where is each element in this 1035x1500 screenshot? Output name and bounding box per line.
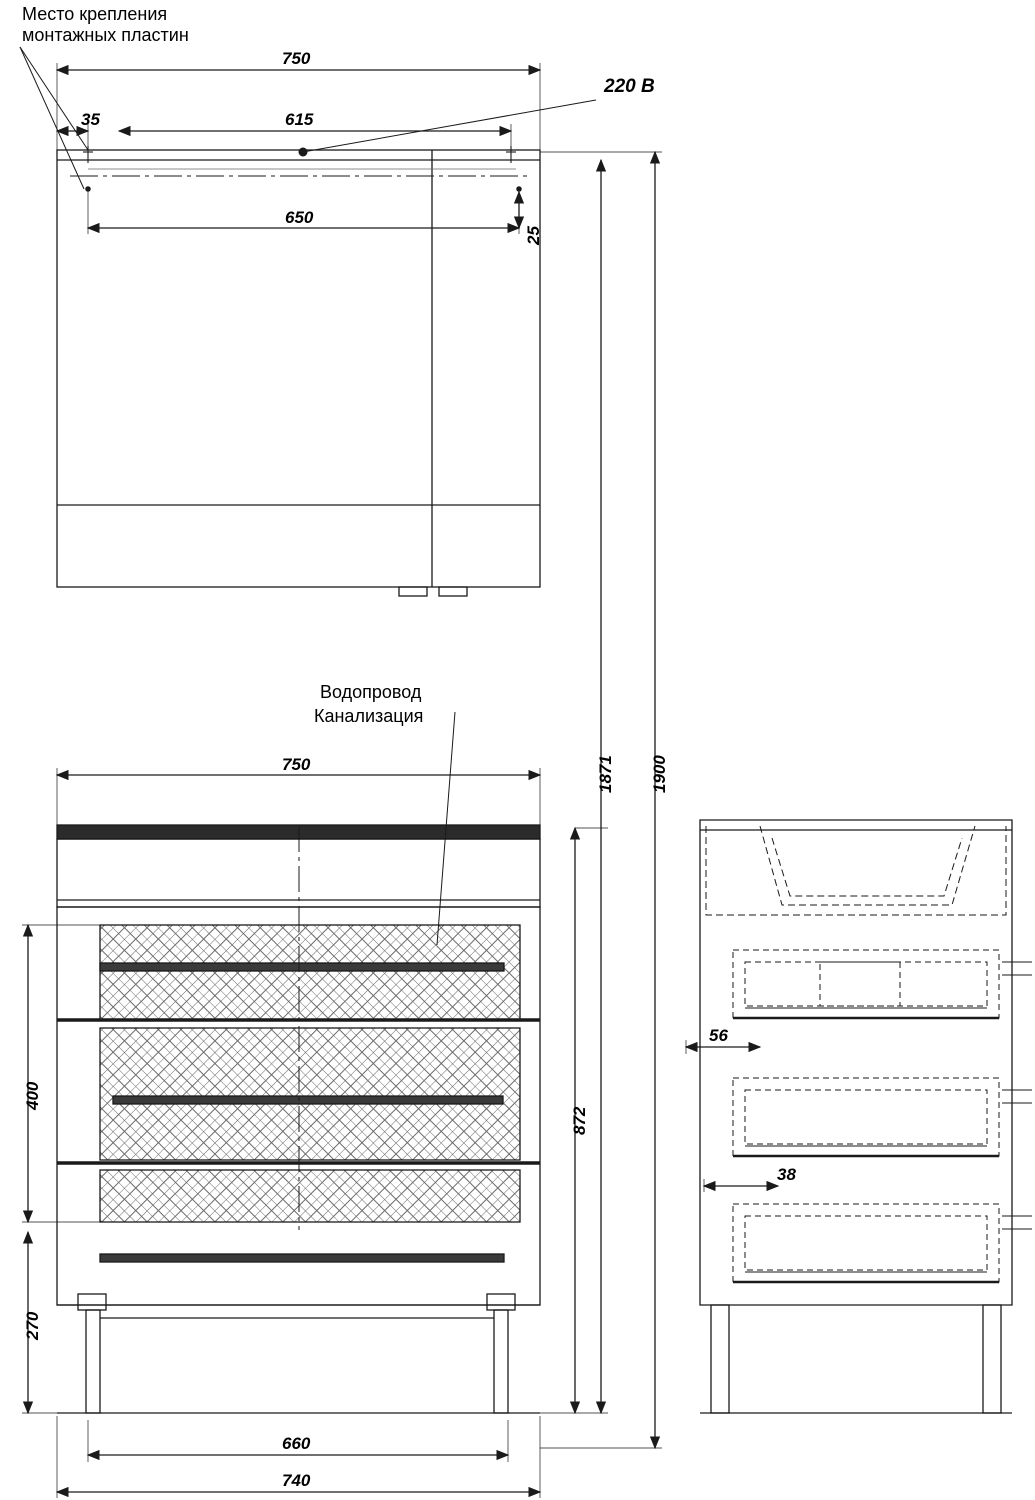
dim-side-depth-upper: 56 (709, 1026, 728, 1045)
dim-base-inner: 660 (282, 1434, 311, 1453)
dim-front-height-drawers: 400 (23, 1081, 42, 1110)
dim-top-small: 25 (524, 226, 543, 245)
dim-front-width: 750 (282, 755, 311, 774)
dim-top-offset-left: 35 (81, 110, 100, 129)
note-mount-plates-line1: Место крепления (22, 4, 168, 24)
dim-height-total: 1900 (650, 755, 669, 793)
note-water-supply: Водопровод (320, 682, 422, 702)
dim-top-hang: 650 (285, 208, 314, 227)
dim-top-inner: 615 (285, 110, 314, 129)
note-voltage: 220 В (604, 76, 655, 97)
dim-side-depth-lower: 38 (777, 1165, 796, 1184)
dim-height-to-cabinet: 1871 (596, 755, 615, 793)
dim-front-height-lower: 270 (23, 1311, 42, 1340)
dim-front-height-body: 872 (570, 1106, 589, 1135)
note-sewerage: Канализация (314, 706, 424, 726)
dim-base-width: 740 (282, 1471, 311, 1490)
note-mount-plates-line2: монтажных пластин (22, 25, 189, 45)
dim-top-width: 750 (282, 49, 311, 68)
